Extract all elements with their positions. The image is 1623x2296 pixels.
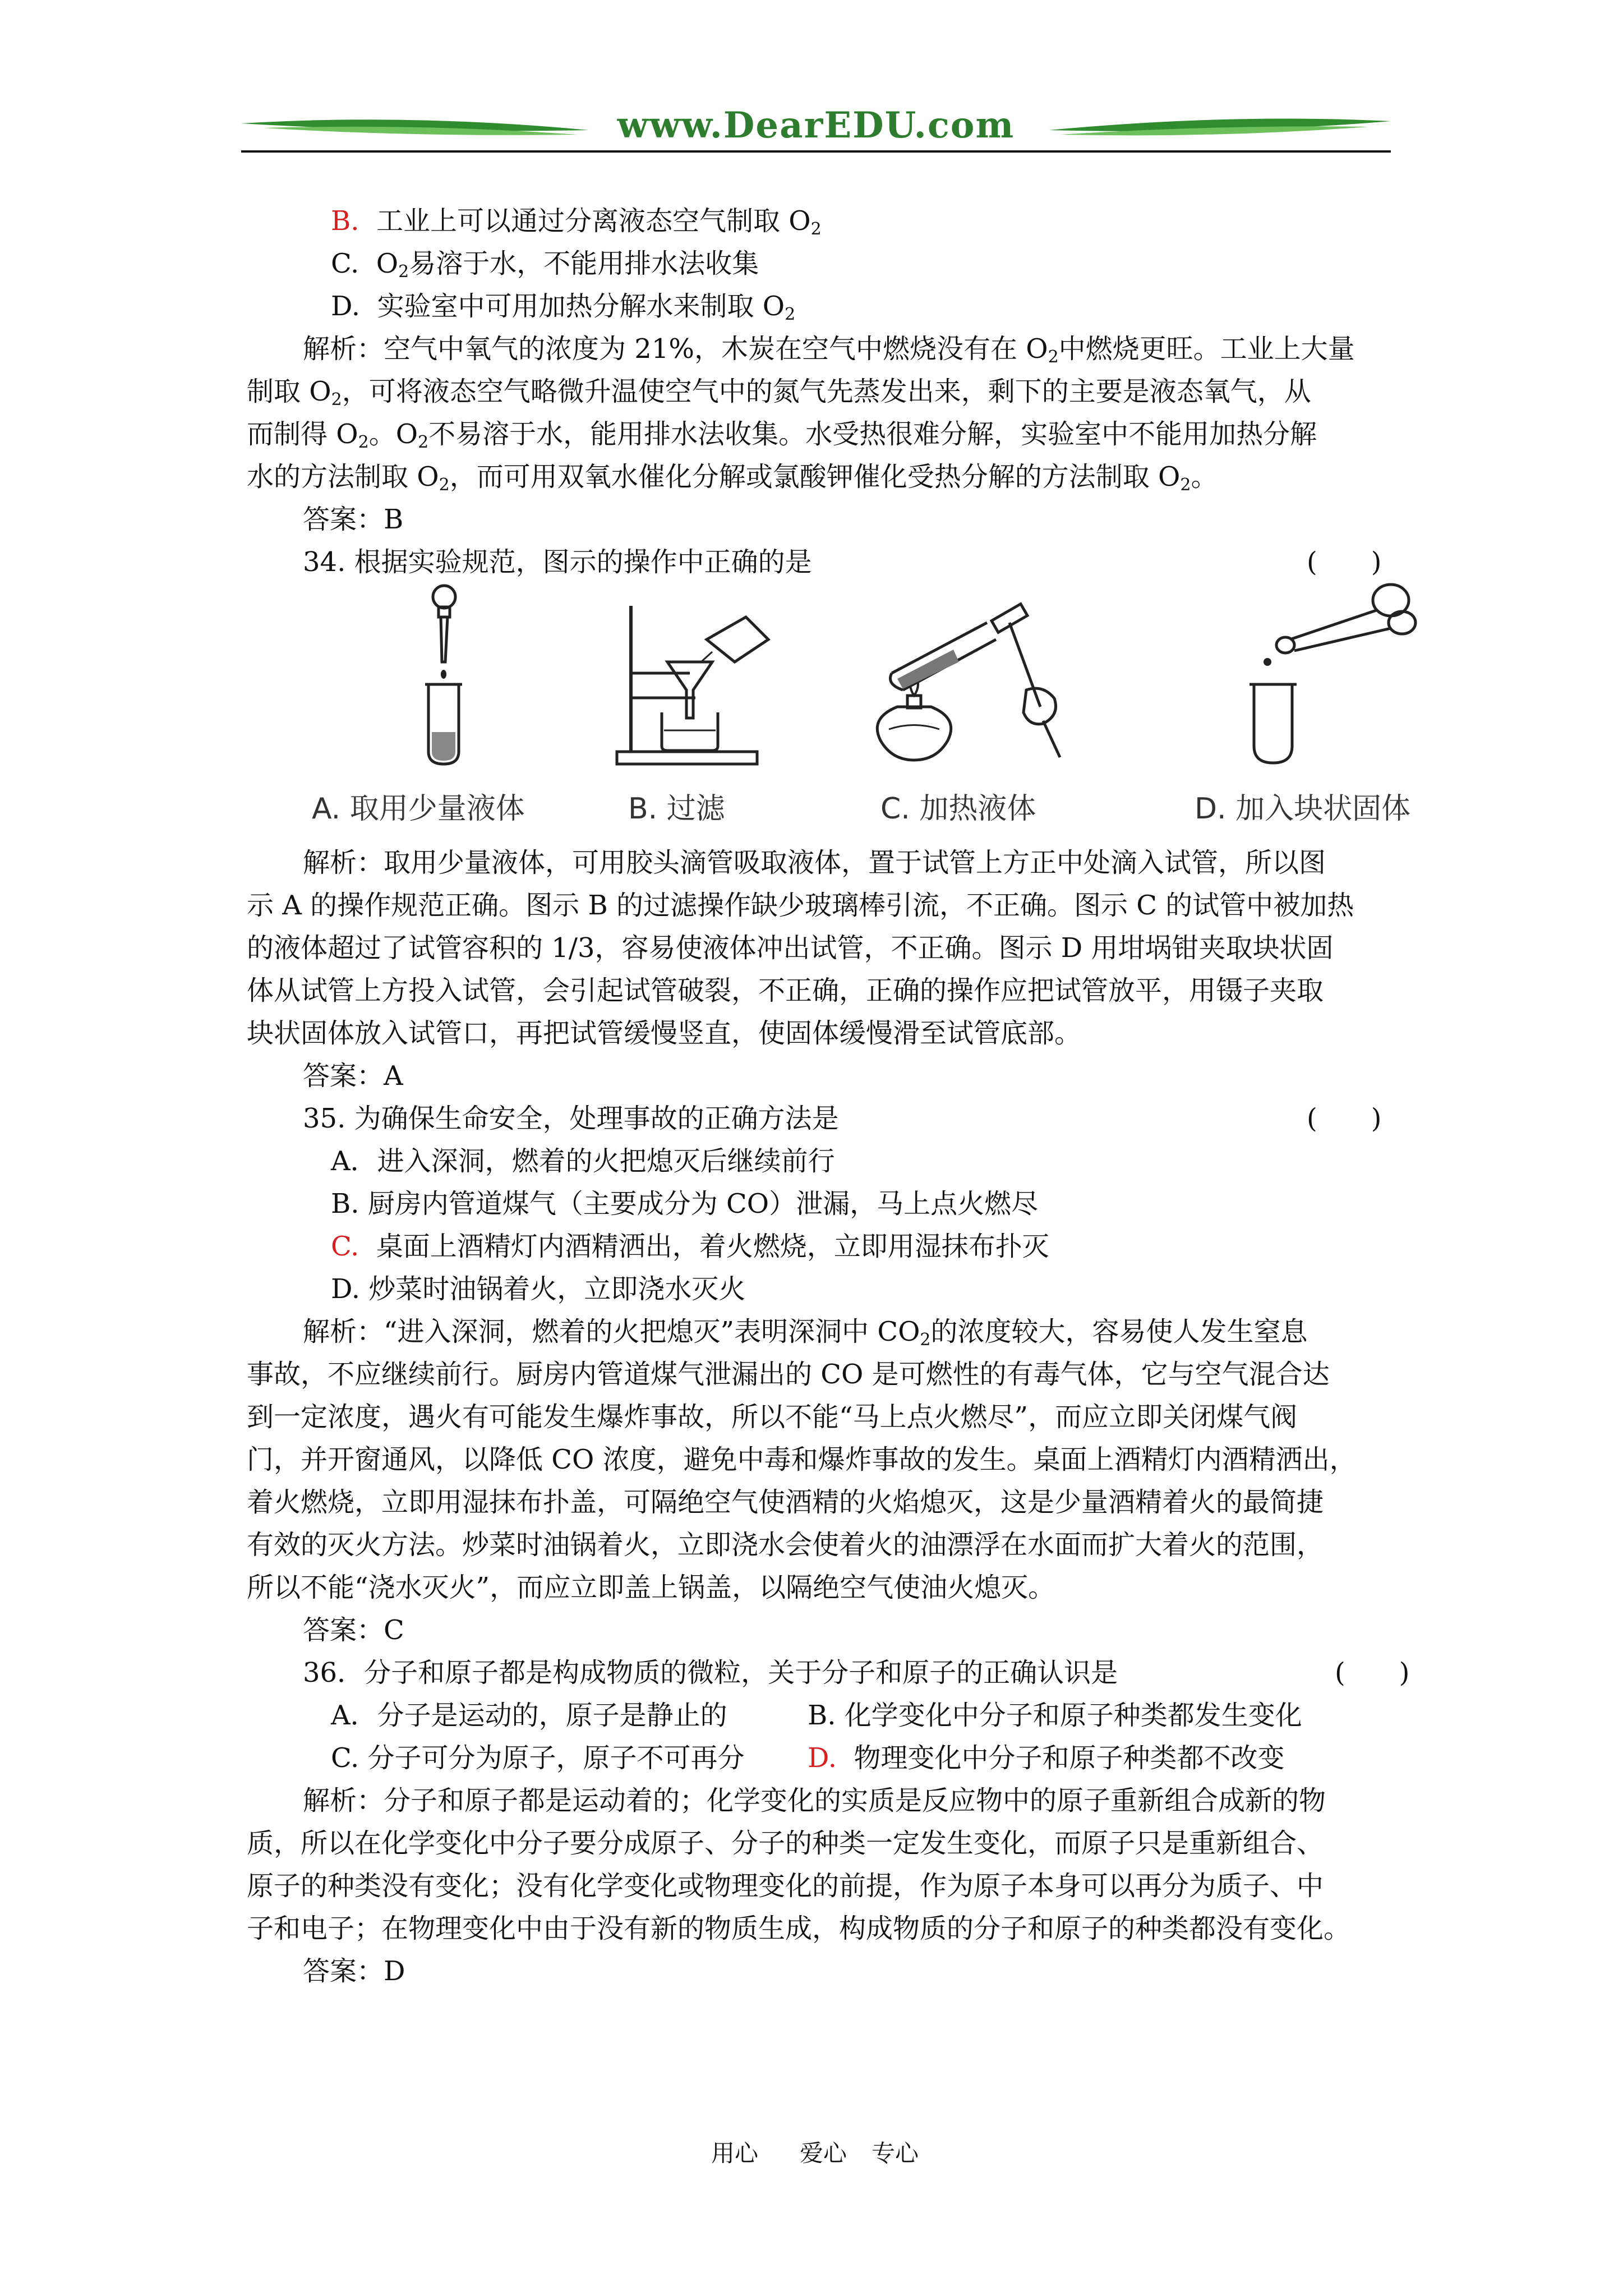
text-run: 。O	[368, 418, 418, 450]
text-run: 而制得 O	[247, 418, 358, 450]
q36-option-d-letter: D.	[808, 1742, 837, 1774]
q36-answer-paren: ( )	[1335, 1657, 1410, 1688]
q33-option-c-text: 易溶于水，不能用排水法收集	[409, 248, 759, 279]
subscript: 2	[398, 262, 409, 282]
q33-option-b-text: 工业上可以通过分离液态空气制取 O	[376, 205, 811, 237]
q35-answer: 答案：C	[303, 1614, 404, 1646]
q33-analysis-line	[247, 460, 1218, 494]
q35-analysis-line: 所以不能“浇水灭火”，而应立即盖上锅盖，以隔绝空气使油火熄灭。	[247, 1572, 1055, 1603]
footer-word: 用心	[711, 2139, 759, 2167]
subscript: 2	[358, 432, 369, 452]
site-name: www.DearEDU.com	[617, 104, 1015, 146]
figure-b-filtration	[606, 578, 791, 769]
q33-analysis-line	[303, 332, 1355, 366]
q35-stem: 35. 为确保生命安全，处理事故的正确方法是	[303, 1103, 839, 1134]
q33-option-d-letter: D.	[331, 291, 361, 322]
q33-answer: 答案：B	[303, 504, 404, 535]
q36-option-c: C. 分子可分为原子，原子不可再分	[331, 1742, 745, 1774]
subscript: 2	[810, 219, 822, 239]
q36-option-a: A．分子是运动的，原子是静止的	[331, 1700, 727, 1731]
figure-b-label: B. 过滤	[628, 792, 725, 826]
text-run: 中燃烧更旺。工业上大量	[1058, 333, 1355, 365]
q36-option-d-text: 物理变化中分子和原子种类都不改变	[854, 1742, 1285, 1774]
q33-option-c-letter: C.	[331, 248, 359, 279]
q34-stem: 34. 根据实验规范，图示的操作中正确的是	[303, 546, 812, 578]
footer-word: 专心	[872, 2139, 919, 2167]
subscript: 2	[1048, 347, 1059, 367]
q33-option-d-text: 实验室中可用加热分解水来制取 O	[377, 291, 785, 322]
subscript: 2	[418, 432, 429, 452]
q33-option-d	[331, 289, 795, 323]
text-run: 。	[1191, 461, 1218, 493]
figure-d-label: D. 加入块状固体	[1195, 792, 1411, 826]
q35-analysis-line	[303, 1315, 1308, 1349]
q35-option-c	[331, 1230, 1049, 1263]
text-run: 的浓度较大，容易使人发生窒息	[930, 1316, 1308, 1347]
q36-analysis-line: 解析：分子和原子都是运动着的；化学变化的实质是反应物中的原子重新组合成新的物	[303, 1785, 1326, 1816]
footer-word: 爱心	[800, 2139, 847, 2167]
figure-c-label: C. 加热液体	[880, 792, 1036, 826]
q34-answer-paren: ( )	[1307, 546, 1382, 578]
q35-analysis-line: 有效的灭火方法。炒菜时油锅着火，立即浇水会使着火的油漂浮在水面而扩大着火的范围，	[247, 1529, 1324, 1561]
q36-analysis-line: 原子的种类没有变化；没有化学变化或物理变化的前提，作为原子本身可以再分为质子、中	[247, 1870, 1324, 1902]
text-run: 水的方法制取 O	[247, 461, 439, 493]
q34-answer: 答案：A	[303, 1060, 403, 1092]
q35-option-c-text: 桌面上酒精灯内酒精洒出，着火燃烧，立即用湿抹布扑灭	[376, 1231, 1049, 1262]
text-run: ，而可用双氧水催化分解或氯酸钾催化受热分解的方法制取 O	[449, 461, 1181, 493]
q33-option-b	[331, 204, 822, 238]
subscript: 2	[439, 475, 450, 495]
q35-option-d: D. 炒菜时油锅着火，立即浇水灭火	[331, 1273, 746, 1305]
q34-analysis-line: 块状固体放入试管口，再把试管缓慢竖直，使固体缓慢滑至试管底部。	[247, 1018, 1082, 1049]
figure-c-heating-liquid	[858, 600, 1105, 769]
q35-analysis-line: 事故，不应继续前行。厨房内管道煤气泄漏出的 CO 是可燃性的有毒气体，它与空气混合达	[247, 1359, 1330, 1390]
q36-option-d	[808, 1741, 1285, 1775]
q35-option-c-letter: C.	[331, 1231, 359, 1262]
subscript: 2	[785, 305, 796, 324]
q36-stem: 36．分子和原子都是构成物质的微粒，关于分子和原子的正确认识是	[303, 1657, 1118, 1688]
figure-a-dropper-test-tube	[409, 583, 494, 769]
subscript: 2	[331, 390, 342, 409]
q36-answer: 答案：D	[303, 1955, 405, 1987]
header-rule	[241, 150, 1391, 153]
subscript: 2	[1180, 475, 1191, 495]
q33-option-c	[331, 247, 759, 280]
text-run: 解析：“进入深洞，燃着的火把熄灭”表明深洞中 CO	[303, 1316, 920, 1347]
text-run: 解析：空气中氧气的浓度为 21%，木炭在空气中燃烧没有在 O	[303, 333, 1048, 365]
q36-analysis-line: 质，所以在化学变化中分子要分成原子、分子的种类一定发生变化，而原子只是重新组合、	[247, 1828, 1324, 1859]
q33-analysis-line	[247, 375, 1311, 408]
q34-analysis-line: 体从试管上方投入试管，会引起试管破裂，不正确，正确的操作应把试管放平，用镊子夹取	[247, 975, 1324, 1006]
q35-analysis-line: 着火燃烧，立即用湿抹布扑盖，可隔绝空气使酒精的火焰熄灭，这是少量酒精着火的最简捷	[247, 1487, 1324, 1518]
subscript: 2	[920, 1330, 931, 1350]
q36-analysis-line: 子和电子；在物理变化中由于没有新的物质生成，构成物质的分子和原子的种类都没有变化。	[247, 1913, 1351, 1944]
q35-option-b: B. 厨房内管道煤气（主要成分为 CO）泄漏，马上点火燃尽	[331, 1188, 1039, 1220]
q34-analysis-line: 的液体超过了试管容积的 1/3，容易使液体冲出试管，不正确。图示 D 用坩埚钳夹取块状固	[247, 932, 1334, 964]
q35-answer-paren: ( )	[1307, 1103, 1382, 1134]
text-run: 制取 O	[247, 376, 331, 407]
q34-analysis-line: 解析：取用少量液体，可用胶头滴管吸取液体，置于试管上方正中处滴入试管，所以图	[303, 847, 1326, 878]
text-run: ，可将液态空气略微升温使空气中的氮气先蒸发出来，剩下的主要是液态氧气，从	[342, 376, 1311, 407]
q35-analysis-line: 到一定浓度，遇火有可能发生爆炸事故，所以不能“马上点火燃尽”，而应立即关闭煤气阀	[247, 1401, 1298, 1433]
q35-option-a: A．进入深洞，燃着的火把熄灭后继续前行	[331, 1145, 835, 1177]
q35-analysis-line: 门，并开窗通风，以降低 CO 浓度，避免中毒和爆炸事故的发生。桌面上酒精灯内酒精洒出，	[247, 1444, 1357, 1475]
q34-analysis-line: 示 A 的操作规范正确。图示 B 的过滤操作缺少玻璃棒引流，不正确。图示 C 的试管中被加热	[247, 890, 1354, 921]
page-header	[241, 101, 1391, 157]
q33-option-c-o: O	[376, 248, 399, 279]
figure-a-label: A. 取用少量液体	[312, 792, 525, 826]
q36-option-b: B. 化学变化中分子和原子种类都发生变化	[808, 1700, 1302, 1731]
figure-d-adding-solid	[1234, 578, 1419, 769]
q33-analysis-line	[247, 417, 1317, 451]
text-run: 不易溶于水，能用排水法收集。水受热很难分解，实验室中不能用加热分解	[428, 418, 1317, 450]
q33-option-b-letter: B.	[331, 205, 359, 237]
